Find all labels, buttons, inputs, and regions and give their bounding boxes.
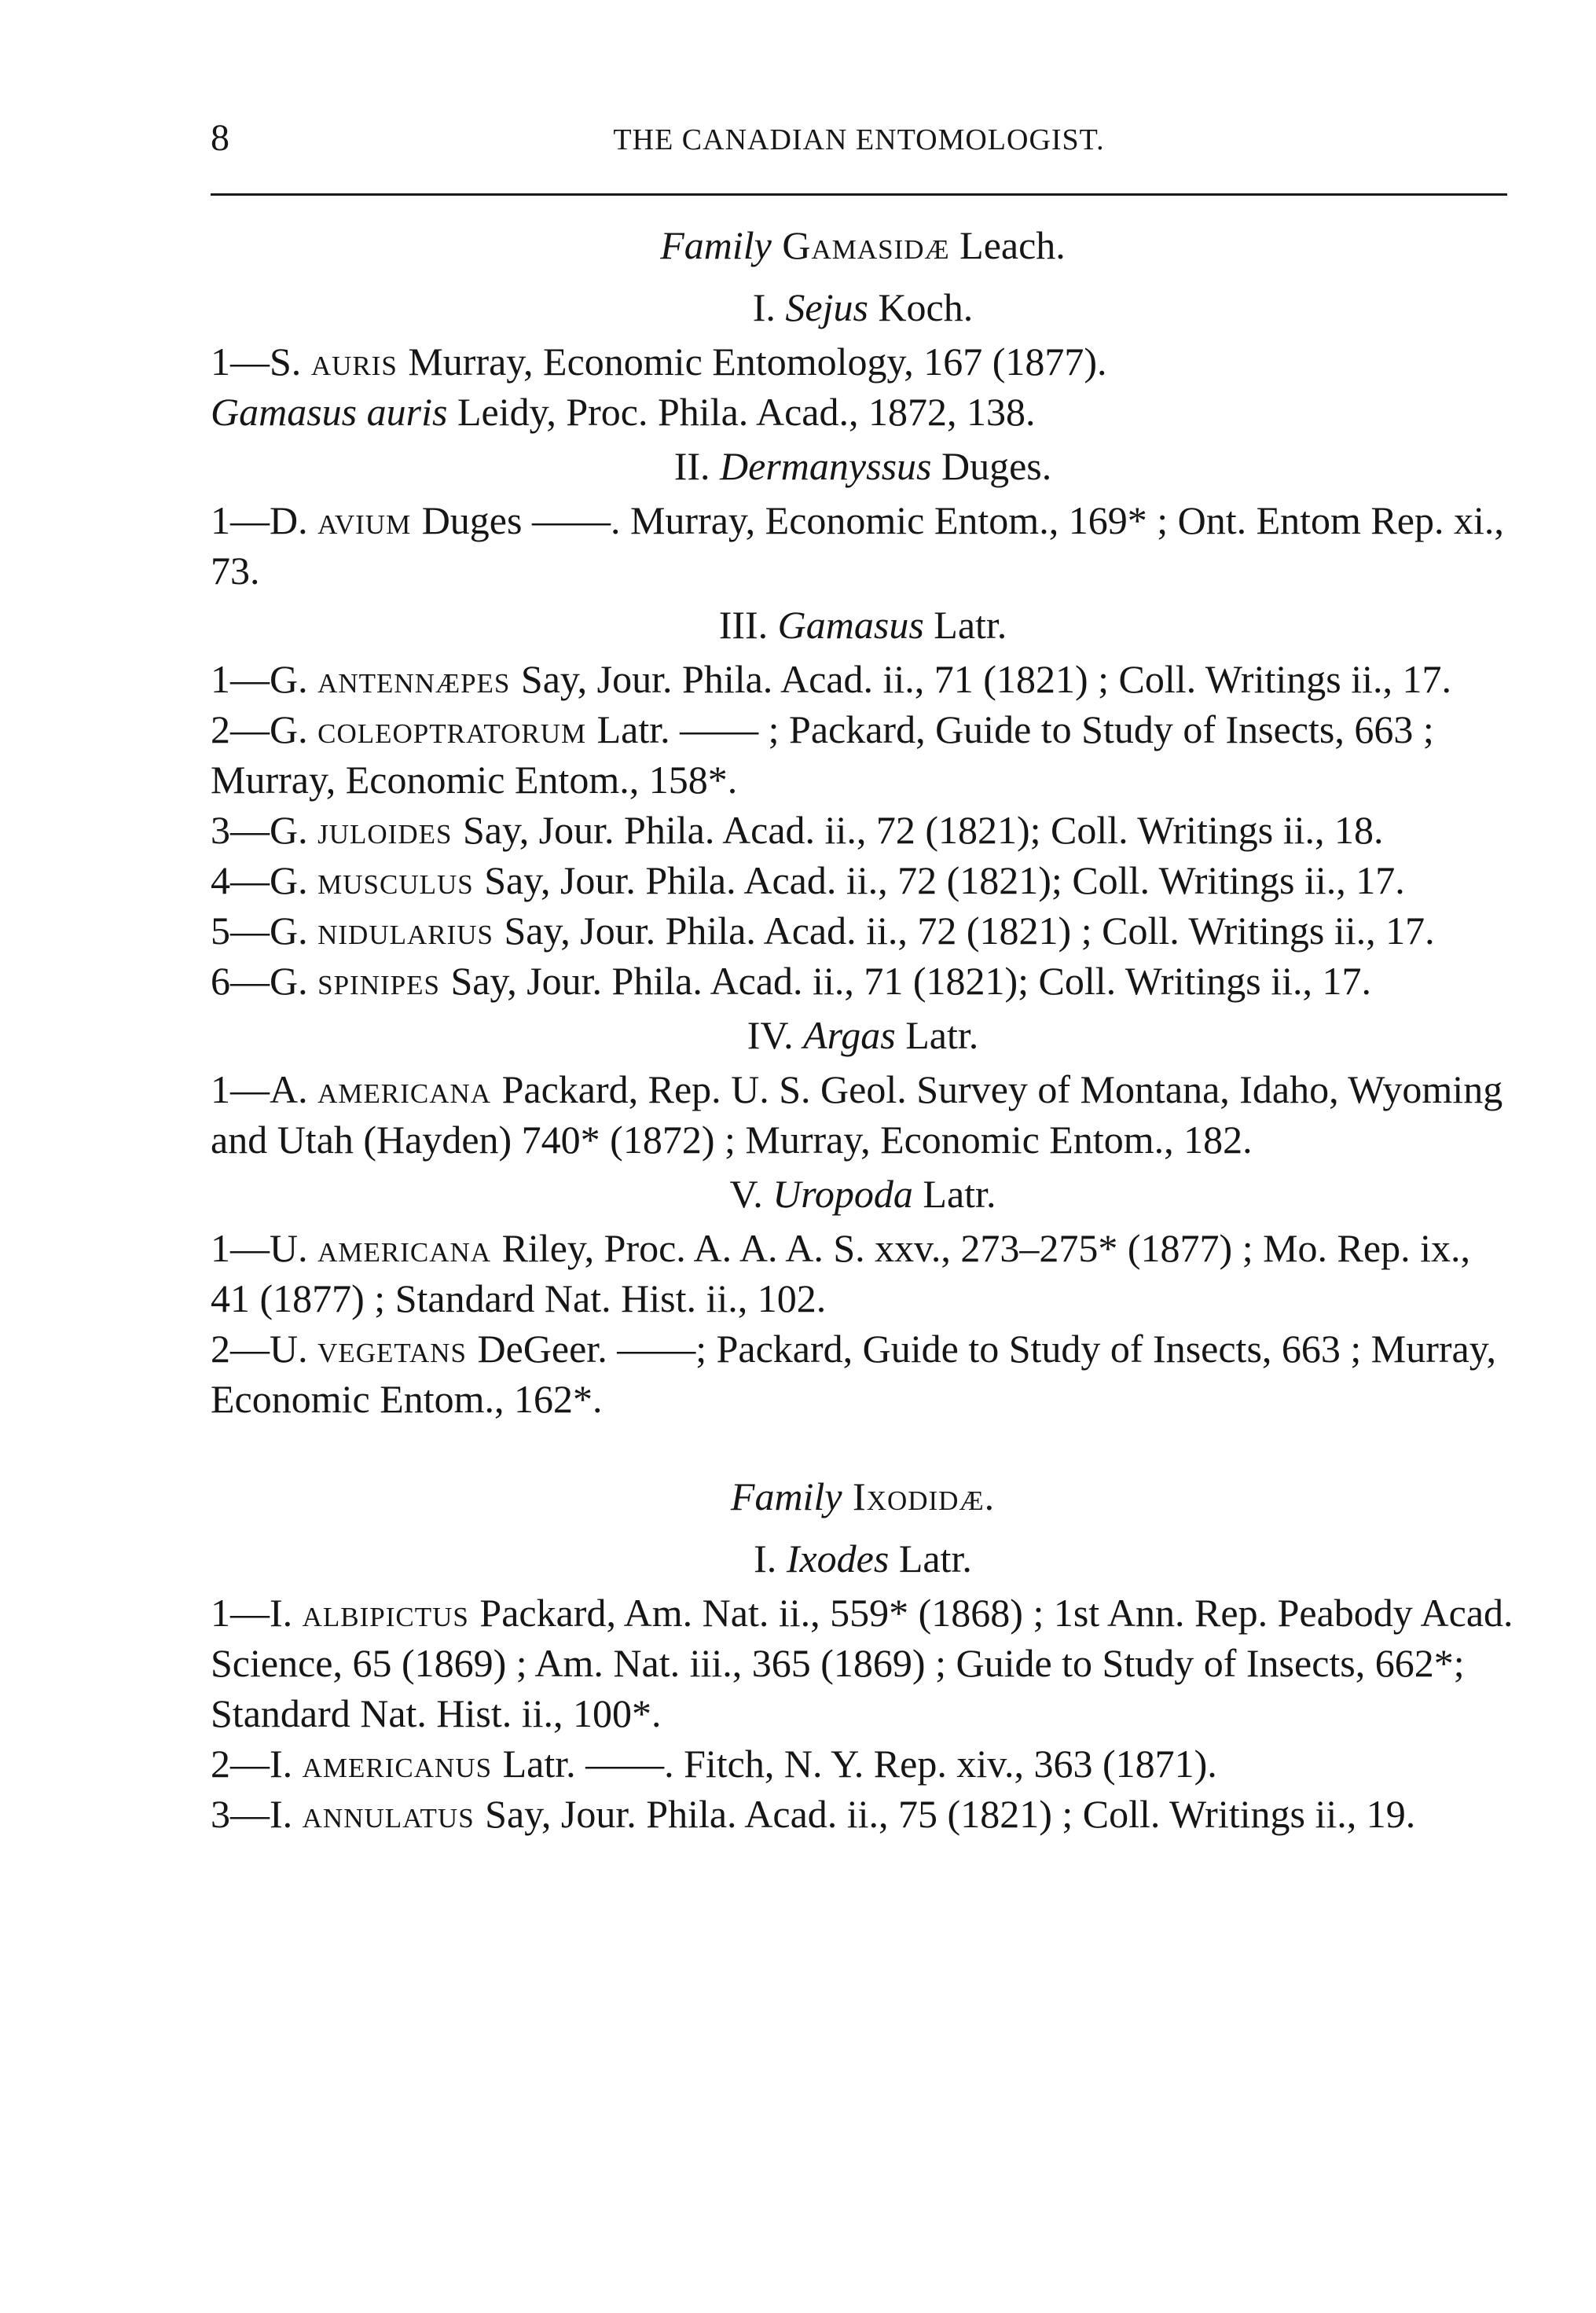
genus-heading [211, 1006, 1515, 1064]
entry-number: 3—I. [211, 1792, 303, 1836]
entry-citation: Murray, Economic Entomology, 167 (1877). [408, 340, 1107, 384]
species-entry [211, 1588, 1515, 1738]
entry-citation: Say, Jour. Phila. Acad. ii., 72 (1821) ; Coll. Writings ii., 17. [504, 909, 1435, 953]
species-name: annulatus [302, 1792, 486, 1836]
page-header [211, 116, 1507, 171]
genus-numeral: III. [718, 603, 778, 647]
genus-heading [211, 1529, 1515, 1588]
entry-number: 2—I. [211, 1742, 303, 1786]
family-author: Leach. [949, 223, 1066, 267]
family-label: Family [730, 1474, 842, 1518]
genus-author: Koch. [868, 285, 974, 329]
entry-citation: Packard, Rep. U. S. Geol. Survey of Montana, Idaho, Wyoming and Utah (Hayden) 740* (1872) ; Murray, Economic Entom., 182. [211, 1067, 1503, 1162]
genus-heading [211, 596, 1515, 654]
genus-author: Latr. [912, 1172, 996, 1216]
entry-number: 1—G. [211, 657, 318, 701]
species-name: albipictus [302, 1591, 480, 1635]
genus-name: Dermanyssus [720, 444, 932, 488]
entry-citation: Say, Jour. Phila. Acad. ii., 71 (1821) ; Coll. Writings ii., 17. [520, 657, 1451, 701]
species-entry [211, 1324, 1515, 1424]
species-name: spinipes [317, 959, 451, 1003]
species-name: americana [317, 1226, 502, 1270]
family-heading [211, 1463, 1515, 1529]
species-name: nidularius [317, 909, 504, 953]
genus-name: Sejus [785, 285, 868, 329]
species-name: americanus [302, 1742, 503, 1786]
entry-citation: Say, Jour. Phila. Acad. ii., 72 (1821); Coll. Writings ii., 18. [462, 808, 1384, 852]
species-name: americana [317, 1067, 502, 1111]
entry-number: 1—I. [211, 1591, 303, 1635]
entry-number: 2—G. [211, 707, 318, 751]
entry-citation: Packard, Am. Nat. ii., 559* (1868) ; 1st Ann. Rep. Peabody Acad. Science, 65 (1869) ; Am. Nat. iii., 365 (1869) ; Guide to Study of Insects, 662*; Standard Nat. Hist. ii., 100*. [211, 1591, 1513, 1735]
species-entry [211, 956, 1515, 1006]
species-entry [211, 654, 1515, 704]
running-title: THE CANADIAN ENTOMOLOGIST. [613, 123, 1105, 156]
family-name: Gamasidæ [771, 223, 950, 267]
genus-numeral: I. [752, 285, 786, 329]
species-entry [211, 805, 1515, 855]
species-entry [211, 495, 1515, 596]
entry-number: 3—G. [211, 808, 318, 852]
species-name: juloides [317, 808, 463, 852]
species-name: antennæpes [317, 657, 521, 701]
entry-number: 1—S. [211, 340, 311, 384]
entry-number: 2—U. [211, 1327, 318, 1371]
entry-number: 1—A. [211, 1067, 318, 1111]
genus-heading [211, 1165, 1515, 1223]
entry-citation: Say, Jour. Phila. Acad. ii., 75 (1821) ; Coll. Writings ii., 19. [485, 1792, 1416, 1836]
family-name: Ixodidæ. [842, 1474, 996, 1518]
species-name: musculus [317, 858, 485, 902]
genus-heading [211, 278, 1515, 336]
species-entry [211, 704, 1515, 805]
entry-citation: Duges ——. Murray, Economic Entom., 169* ; Ont. Entom Rep. xi., 73. [211, 498, 1504, 593]
species-entry [211, 1738, 1515, 1789]
genus-author: Latr. [923, 603, 1007, 647]
species-entry [211, 905, 1515, 956]
entry-citation: Say, Jour. Phila. Acad. ii., 71 (1821); Coll. Writings ii., 17. [450, 959, 1372, 1003]
genus-author: Duges. [931, 444, 1052, 488]
entry-citation: Say, Jour. Phila. Acad. ii., 72 (1821); Coll. Writings ii., 17. [484, 858, 1405, 902]
entry-number: 4—G. [211, 858, 318, 902]
main-content [211, 212, 1515, 1839]
synonym-citation: Leidy, Proc. Phila. Acad., 1872, 138. [457, 390, 1036, 434]
page-number: 8 [211, 117, 229, 159]
genus-numeral: II. [673, 444, 721, 488]
entry-citation: Riley, Proc. A. A. A. S. xxv., 273–275* (1877) ; Mo. Rep. ix., 41 (1877) ; Standard Nat. Hist. ii., 102. [211, 1226, 1470, 1320]
genus-numeral: IV. [747, 1013, 804, 1057]
synonym-name: Gamasus auris [211, 390, 457, 434]
genus-numeral: V. [729, 1172, 773, 1216]
entry-number: 1—U. [211, 1226, 318, 1270]
genus-author: Latr. [889, 1536, 972, 1581]
species-name: coleoptratorum [317, 707, 597, 751]
entry-number: 6—G. [211, 959, 318, 1003]
species-entry [211, 336, 1515, 437]
header-rule [211, 193, 1507, 196]
family-label: Family [660, 223, 772, 267]
entry-number: 1—D. [211, 498, 318, 542]
entry-citation: Latr. —— ; Packard, Guide to Study of Insects, 663 ; Murray, Economic Entom., 158*. [211, 707, 1434, 802]
genus-name: Gamasus [777, 603, 924, 647]
genus-numeral: I. [754, 1536, 787, 1581]
species-name: auris [310, 340, 409, 384]
species-entry [211, 1789, 1515, 1839]
genus-author: Latr. [895, 1013, 979, 1057]
genus-name: Argas [803, 1013, 896, 1057]
family-heading [211, 212, 1515, 278]
entry-citation: DeGeer. ——; Packard, Guide to Study of Insects, 663 ; Murray, Economic Entom., 162*. [211, 1327, 1496, 1421]
entry-number: 5—G. [211, 909, 318, 953]
species-entry [211, 1223, 1515, 1324]
genus-heading [211, 437, 1515, 495]
genus-name: Uropoda [772, 1172, 913, 1216]
genus-name: Ixodes [786, 1536, 890, 1581]
species-entry [211, 855, 1515, 905]
entry-citation: Latr. ——. Fitch, N. Y. Rep. xiv., 363 (1871). [502, 1742, 1217, 1786]
species-entry [211, 1064, 1515, 1165]
species-name: vegetans [317, 1327, 478, 1371]
species-name: avium [317, 498, 422, 542]
